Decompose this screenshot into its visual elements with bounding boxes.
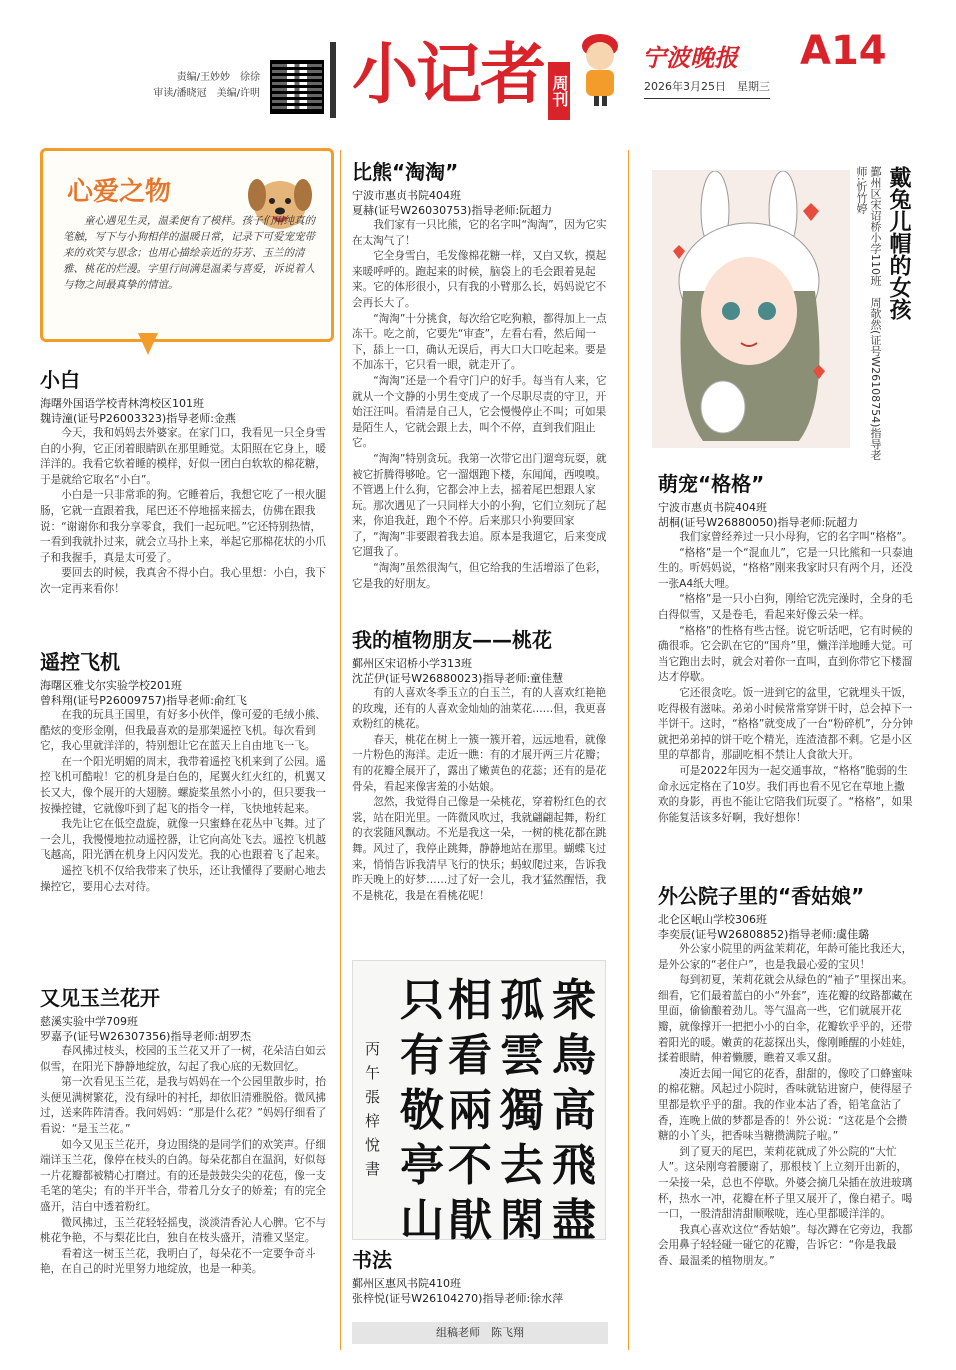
masthead-title: 小记者 (352, 36, 544, 113)
article-paragraph: 我先让它在低空盘旋，就像一只蜜蜂在花丛中飞舞。过了一会儿，我慢慢地拉动遥控器，让它向高处飞去。遥控飞机越飞越高，阳光洒在机身上闪闪发光。我的心也跟着飞了起来。 (40, 818, 327, 862)
article-paragraph: 如今又见玉兰花开，身边围绕的是同学们的欢笑声。仔细端详玉兰花，像停在枝头的白鸽。每朵花都自在温润，好似每一片花瓣都被精心打磨过。有的还是鼓鼓尖尖的花苞，像一支毛笔的笔尖；有的半开半合，带着几分女子的娇羞；有的完全盛开，洁白中透着粉红。 (40, 1138, 327, 1213)
article-paragraph: 可是2022年因为一起交通事故，“格格”脆弱的生命永远定格在了10岁。我们再也看不见它在草地上撒欢的身影，再也不能让它陪我们玩耍了。“格格”，如果你能复活该多好啊，我好想你！ (658, 764, 913, 824)
calligraphy-column: 孤雲獨去閑 (500, 975, 544, 1246)
article-paragraph: 遥控飞机不仅给我带来了快乐，还让我懂得了要耐心地去操控它，要用心去对待。 (40, 864, 327, 893)
article-paragraph: “格格”是一只小白狗，刚给它洗完澡时，全身的毛白得似雪，又是卷毛，看起来好像云朵一样。 (658, 593, 913, 621)
article-paragraph: 小白是一只非常乖的狗。它睡着后，我想它吃了一根火腿肠，它就一直跟着我，尾巴还不停地摇来摇去，仿佛在跟我说：“谢谢你和我分享零食，我们一起玩吧。”它还特别热情，一看到我就扑过来，就会立马扑上来，举起它那棉花状的小爪子和我握手，真是太可爱了。 (40, 489, 327, 564)
article-paragraph: “淘淘”还是一个看守门户的好手。每当有人来，它就从一个文静的小男生变成了一个尽职尽责的守卫，开始汪汪叫。看清是自己人，它会慢慢停止不叫；可如果是陌生人，它就会跟上去，叫个不停，直到我们阻止它。 (352, 374, 607, 450)
article-title: 萌宠“格格” (658, 472, 765, 496)
issue-date: 2026年3月25日 星期三 (644, 80, 770, 93)
article-paragraph: 凑近去闻一闻它的花香，甜甜的，像咬了口蜂蜜味的棉花糖。风起过小院时，香味就钻进窗户，使得屋子里都是软乎乎的甜。我的作业本沾了香，铅笔盒沾了香，连晚上做的梦都是香的！外公说：“这花是个会攒糖的小丫头，把香味当糖攒满院子啦。” (658, 1067, 913, 1143)
calligraphy-column: 衆鳥高飛盡 (552, 975, 596, 1246)
article-taotao (352, 160, 608, 592)
date-rule (644, 98, 770, 99)
article-paragraph: 它全身雪白，毛发像棉花糖一样，又白又软，摸起来暖呼呼的。跑起来的时候，脑袋上的毛会跟着晃起来。它的体形很小，只有我的小臂那么长，妈妈说它不会再长大了。 (352, 250, 607, 309)
article-author: 张梓悦(证号W26104270)指导老师:徐水萍 (352, 1292, 564, 1305)
article-school: 海曙外国语学校青林湾校区101班 (40, 397, 204, 410)
article-author: 曾科翔(证号P26009757)指导老师:俞红飞 (40, 694, 247, 707)
article-title: 小白 (40, 368, 80, 392)
article-paragraph: 外公家小院里的两盆茉莉花，年龄可能比我还大，是外公家的“老住户”，也是我最心爱的宝贝！ (658, 943, 913, 971)
article-xianggu (658, 884, 914, 1269)
article-title: 我的植物朋友——桃花 (352, 628, 552, 652)
calligraphy-artwork (352, 960, 606, 1246)
newspaper-name: 宁波晚报 (642, 43, 738, 72)
article-paragraph: 每到初夏，茉莉花就会从绿色的“袖子”里探出来。细看，它们最着蓝白的小“外套”，连花瓣的纹路都藏在里面，偷偷酿着劲儿。等气温高一些，它们就展开花瓣，就像撑开一把把小小的白伞，花瓣软乎乎的，还带着阳光的暖。嫩黄的花蕊探出头，像刚睡醒的小娃娃，揉着眼睛，伸着懒腰，瞧着又乖又甜。 (658, 974, 913, 1065)
article-xiaobai (40, 368, 328, 598)
qr-code-icon (270, 60, 324, 114)
article-author: 魏诗潼(证号P26003323)指导老师:金燕 (40, 412, 236, 425)
intro-box (40, 148, 334, 342)
article-paragraph: “淘淘”特别贪玩。我第一次带它出门遛弯玩耍，就被它折腾得够呛。它一溜烟跑下楼，东闻闻，西嗅嗅。不管遇上什么狗，它都会冲上去，摇着尾巴想跟人家玩。那次遇见了一只同样大小的小狗，它们立刻玩了起来，你追我赶，跑个不停。后来那只小狗要回家了，“淘淘”非要跟着我去追。原本是我遛它，后来变成它遛我了。 (352, 452, 607, 559)
article-school: 慈溪实验中学709班 (40, 1015, 138, 1028)
drawing-credit: 鄞州区宋诏桥小学110班 周欹然(证号W26108754)指导老师:忻竹婷 (855, 166, 882, 461)
mascot-reporter-icon (576, 26, 624, 106)
article-paragraph: 我们家有一只比熊，它的名字叫“淘淘”，因为它实在太淘气了！ (352, 219, 607, 247)
calligraphy-column: 只有敬亭山 (400, 975, 444, 1246)
article-paragraph: 有的人喜欢冬季玉立的白玉兰，有的人喜欢红艳艳的玫瑰，还有的人喜欢金灿灿的油菜花……但，我更喜欢粉红的桃花。 (352, 687, 607, 731)
article-author: 夏赫(证号W26030753)指导老师:阮超力 (352, 204, 553, 217)
article-paragraph: “淘淘”虽然很淘气，但它给我的生活增添了色彩，它是我的好朋友。 (352, 562, 607, 590)
weekly-badge: 周刊 (548, 62, 570, 120)
article-paragraph: 它还很贪吃。饭一进到它的盆里，它就埋头干饭，吃得极有滋味。弟弟小时候常常穿饼干时，总会掉下一半饼干。这时，“格格”就变成了一台“粉碎机”，分分钟就把弟弟掉的饼干吃个精光，连渣渣都不剩。它是小区里的草都肯，那副吃相不禁让人食欲大开。 (658, 686, 914, 762)
article-school: 宁波市惠贞书院404班 (352, 189, 461, 202)
intro-title: 心爱之物 (67, 177, 172, 207)
article-paragraph: 第一次看见玉兰花，是我与妈妈在一个公园里散步时，抬头便见满树繁花，没有绿叶的衬托，却依旧清雅脱俗。微风拂过，送来阵阵清香。我问妈妈：“那是什么花？”妈妈仔细看了看说：“是玉兰花。” (40, 1076, 327, 1135)
article-school: 宁波市惠贞书院404班 (658, 501, 767, 514)
article-paragraph: “格格”的性格有些古怪。说它听话吧，它有时候的确很乖。它会趴在它的“国舟”里，懒洋洋地睡大觉。可当它跑出去时，就会对着你一直叫，直到你带它下楼溜达才停歇。 (658, 624, 913, 684)
editor-credits (150, 70, 260, 102)
article-school: 海曙区雅戈尔实验学校201班 (40, 679, 182, 692)
article-paragraph: 在我的玩具王国里，有好多小伙伴，像可爱的毛绒小熊、酷炫的变形金刚，但我最喜欢的是那架遥控飞机。每次看到它，我心里就洋洋的，特别想让它在蓝天上自由地飞一飞。 (40, 709, 327, 753)
article-title: 遥控飞机 (40, 650, 120, 674)
masthead-divider (330, 42, 336, 118)
editor-footer: 组稿老师 陈飞翔 (352, 1322, 608, 1344)
article-paragraph: “格格”是一个“混血儿”，它是一只比熊和一只泰迪生的。听妈妈说，“格格”刚来我家时只有两个月，还没一张A4纸大哩。 (658, 546, 914, 590)
article-calligraphy (352, 1248, 608, 1306)
article-title: 又见玉兰花开 (40, 986, 160, 1010)
column-divider (628, 150, 629, 1350)
drawing-title: 戴兔儿帽的女孩 (886, 166, 911, 320)
article-paragraph: “淘淘”十分挑食，每次给它吃狗粮，都得加上一点冻干。吃之前，它要先“审查”，左看右看，然后闻一下，舔上一口，确认无误后，再大口大口吃起来。要是不加冻干，它只看一眼，就走开了。 (352, 312, 607, 372)
calligraphy-signature: 丙午張梓悅書 (365, 1040, 381, 1178)
article-paragraph: 春风拂过枝头，校园的玉兰花又开了一树，花朵洁白如云似雪，在阳光下静静地绽放，勾起了我心底的无数回忆。 (40, 1045, 327, 1073)
speech-bubble-tail (138, 333, 158, 355)
article-paragraph: 忽然，我觉得自己像是一朵桃花，穿着粉红色的衣裳，站在阳光里。一阵微风吹过，我就翩翩起舞，粉红的衣裳随风飘动。不光是我这一朵，一树的桃花都在跳舞。风过了，我停止跳舞，静静地站在那里。蝴蝶飞过来，悄悄告诉我清早飞行的快乐；蚂蚁爬过来，告诉我昨天晚上的好梦……过了好一会儿，我才猛然醒悟，我不是桃花，我是在看桃花呢！ (352, 796, 607, 902)
article-school: 北仑区岷山学校306班 (658, 913, 767, 926)
calligraphy-column: 相看兩不猒 (448, 975, 492, 1246)
article-paragraph: 看着这一树玉兰花，我明白了，每朵花不一定要争奇斗艳，在自己的时光里努力地绽放，也是一种美。 (40, 1247, 316, 1276)
article-gege (658, 472, 914, 826)
column-divider (340, 150, 341, 1350)
article-taohua (352, 628, 608, 904)
article-author: 李奕辰(证号W26808852)指导老师:虞佳璐 (658, 928, 870, 941)
page-number: A14 (800, 28, 887, 74)
article-yulan (40, 986, 328, 1278)
article-title: 书法 (352, 1248, 392, 1272)
girl-illustration-icon (653, 171, 849, 447)
article-paragraph: 春天，桃花在树上一簇一簇开着，远远地看，就像一片粉色的海洋。走近一瞧：有的才展开两三片花瓣；有的花瓣全展开了，露出了嫩黄色的花蕊；还有的是花骨朵，看起来像害羞的小姑娘。 (352, 733, 607, 793)
credit-line: 审读/潘晓冠 美编/许明 (153, 88, 260, 99)
intro-text: 童心遇见生灵，温柔便有了模样。孩子们用纯真的笔触，写下与小狗相伴的温暖日常，记录下可爱宠宠带来的欢笑与思念；也用心描绘亲近的芬芳、玉兰的清雅、桃花的烂漫。字里行间满是温柔与喜爱，诉说着人与物之间最真挚的情谊。 (63, 215, 315, 291)
article-paragraph: 到了夏天的尾巴，茉莉花就成了外公院的“大忙人”。这朵刚弯着腰谢了，那根枝丫上立刻开出新的，一朵接一朵，总也不停歇。外婆会摘几朵插在放进玻璃杯，热水一冲，花瓣在杯子里又展开了，像白裙子。喝一口，一股清甜清甜顺喉咙，连心里都暖洋洋的。 (658, 1145, 913, 1221)
article-title: 外公院子里的“香姑娘” (658, 884, 865, 908)
article-school: 鄞州区宋诏桥小学313班 (352, 657, 472, 670)
credit-line: 责编/王妙妙 徐徐 (176, 72, 260, 83)
article-paragraph: 我真心喜欢这位“香姑娘”。每次蹲在它旁边，我都会用鼻子轻轻碰一碰它的花瓣，告诉它：“你是我最香、最温柔的植物朋友。” (658, 1223, 913, 1267)
article-yaokong (40, 650, 328, 895)
article-school: 鄞州区惠风书院410班 (352, 1277, 461, 1290)
article-title: 比熊“淘淘” (352, 160, 459, 184)
article-author: 罗嘉予(证号W26307356)指导老师:胡罗杰 (40, 1030, 252, 1043)
article-paragraph: 我们家曾经养过一只小母狗，它的名字叫“格格”。 (679, 531, 913, 543)
rabbit-hat-girl-drawing (652, 170, 850, 448)
article-paragraph: 微风拂过，玉兰花轻轻摇曳，淡淡清香沁人心脾。它不与桃花争艳，不与梨花比白，独自在枝头盛开，清雅又坚定。 (40, 1216, 327, 1245)
article-paragraph: 在一个阳光明媚的周末，我带着遥控飞机来到了公园。遥控飞机可酷啦！它的机身是白色的，尾翼火红火红的，机翼又长又大，像个展开的大翅膀。螺旋桨虽然小小的，但只要我一按操控键，它就像吓到了起飞的指令一样，飞快地转起来。 (40, 755, 327, 815)
article-paragraph: 要回去的时候，我真舍不得小白。我心里想：小白，我下次一定再来看你！ (40, 567, 327, 595)
article-author: 胡桐(证号W26880050)指导老师:阮超力 (658, 516, 859, 529)
article-paragraph: 今天，我和妈妈去外婆家。在家门口，我看见一只全身雪白的小狗，它正闭着眼睛趴在那里睡觉。太阳照在它身上，暖洋洋的。我看它软着睡的模样，好似一团白白软软的棉花糖，于是就给它取名“小白”。 (40, 427, 327, 486)
article-author: 沈芷伊(证号W26880023)指导老师:童佳慧 (352, 672, 564, 685)
